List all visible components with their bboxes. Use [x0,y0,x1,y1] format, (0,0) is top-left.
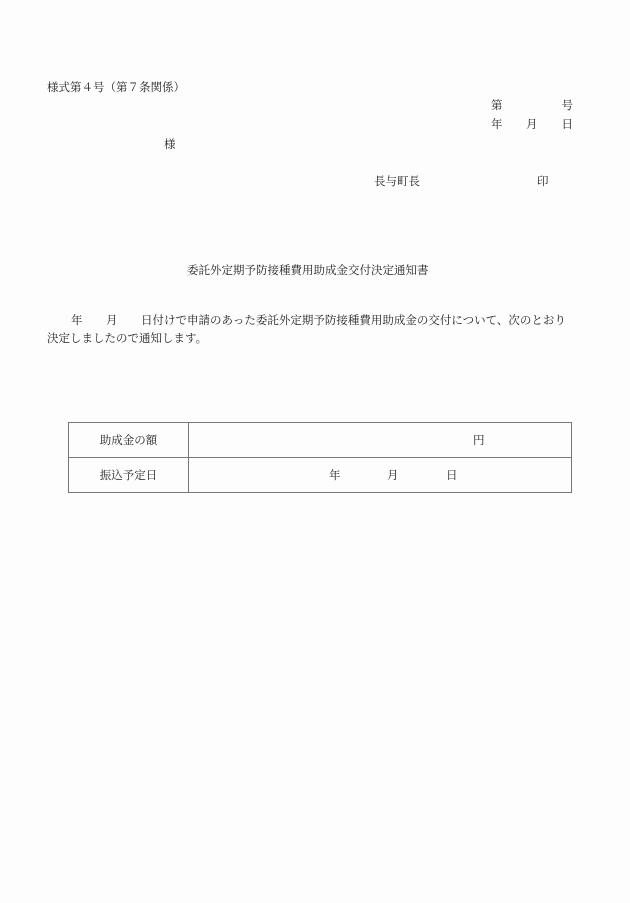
table-row-grant-amount [69,423,572,458]
document-number-prefix: 第 [491,98,503,112]
body-text: 日付けで申請のあった委託外定期予防接種費用助成金の交付について、次のとおり [141,313,566,327]
grant-amount-label: 助成金の額 [69,423,189,458]
table-row-transfer-date [69,458,572,493]
issue-date-year: 年 [491,117,503,131]
grant-info-table [68,422,572,493]
transfer-date-label: 振込予定日 [69,458,189,493]
body-paragraph-line-2: 決定しましたので通知します。 [47,331,208,345]
transfer-date-value [189,458,572,493]
issuer: 長与町長 [374,174,420,188]
transfer-date-year: 年 [329,468,341,482]
issue-date-month: 月 [526,117,538,131]
grant-amount-unit: 円 [473,433,485,447]
grant-amount-value [189,423,572,458]
body-month: 月 [106,313,118,327]
transfer-date-day: 日 [446,468,458,482]
body-year: 年 [71,313,83,327]
issue-date-day: 日 [561,117,573,131]
seal-mark: 印 [537,174,549,188]
addressee: 様 [164,137,176,151]
form-number: 様式第４号（第７条関係） [47,80,185,94]
document-number-suffix: 号 [561,98,573,112]
transfer-date-month: 月 [387,468,399,482]
document-title: 委託外定期予防接種費用助成金交付決定通知書 [187,263,429,277]
